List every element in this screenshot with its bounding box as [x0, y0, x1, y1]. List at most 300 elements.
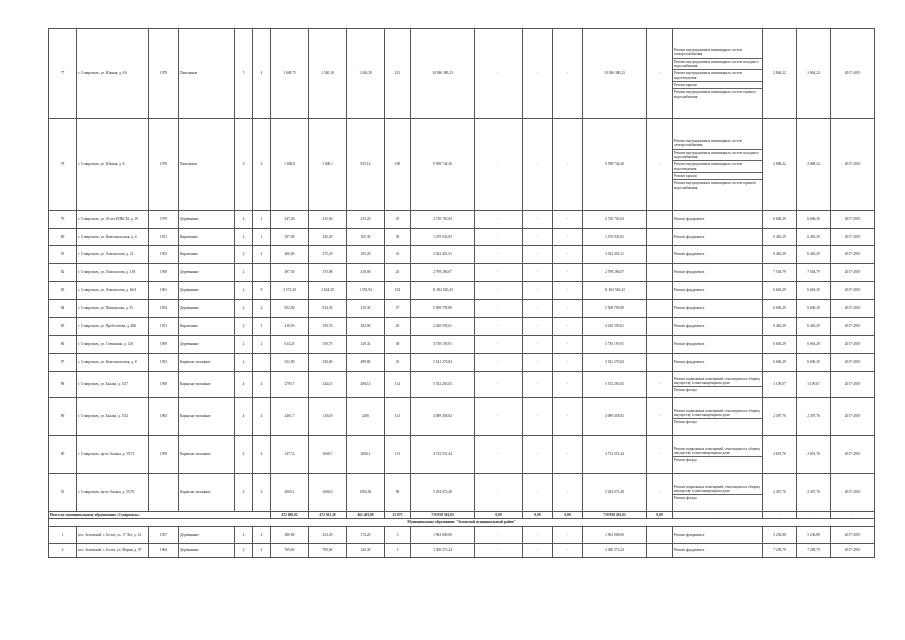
entrances: 1 — [253, 211, 271, 229]
residents: 25 — [385, 211, 411, 229]
cost-owners: 5 532 263,03 — [583, 372, 647, 398]
work-item: Ремонт фундамента — [674, 217, 705, 222]
entrances: 4 — [253, 372, 271, 398]
wall-material: Кирпичные — [179, 229, 235, 246]
entrances: 2 — [253, 336, 271, 354]
cost-other — [647, 229, 673, 246]
floors: 2 — [235, 527, 253, 544]
table-row — [49, 229, 875, 246]
cost-federal: - — [475, 527, 523, 544]
address: г. Ставрополь, ул. Комсомольская, д. 8 — [77, 354, 149, 372]
total-area: 1477,4 — [271, 436, 309, 474]
total-area: 2461,7 — [271, 398, 309, 436]
unit-cost: 6 465,29 — [763, 246, 797, 264]
wall-material: Деревянные — [179, 527, 235, 544]
works-list — [673, 246, 763, 264]
planned-term: 2017-2019 — [831, 119, 875, 211]
table-row — [49, 527, 875, 544]
year-built: 1950 — [149, 372, 179, 398]
cost-regional: - — [523, 354, 553, 372]
cost-local: - — [553, 527, 583, 544]
cost-owners: 1 470 943,93 — [583, 229, 647, 246]
work-item: Ремонт крыши — [673, 82, 762, 89]
entrances — [253, 264, 271, 282]
cost-local: - — [553, 119, 583, 211]
works-list — [673, 544, 763, 558]
cost-regional: - — [523, 119, 553, 211]
planned-term: 2017-2019 — [831, 29, 875, 119]
table-row — [49, 544, 875, 558]
living-area: 700,60 — [309, 544, 347, 558]
entrances: 4 — [253, 119, 271, 211]
cost-owners: 2 420 593,61 — [583, 318, 647, 336]
year-built: 1950 — [149, 264, 179, 282]
residential-area: 126,30 — [347, 544, 385, 558]
work-item: Ремонт фундамента — [674, 288, 705, 293]
planned-term: 2017-2019 — [831, 264, 875, 282]
total-area: 2795,7 — [271, 372, 309, 398]
cost-other: - — [647, 372, 673, 398]
total-area: 280,00 — [271, 527, 309, 544]
cost-federal: - — [475, 474, 523, 512]
max-unit-cost: 2 864,22 — [797, 29, 831, 119]
floors: 4 — [235, 398, 253, 436]
planned-term: 2017-2019 — [831, 318, 875, 336]
table-row — [49, 336, 875, 354]
table-row — [49, 354, 875, 372]
wall-material: Каркасно-засыпные — [179, 398, 235, 436]
cost-owners: 10 386 380,23 — [583, 29, 647, 119]
row-number: 82 — [49, 264, 77, 282]
residents: 25 — [385, 264, 411, 282]
section-title: Муниципальное образование "Зеленский муниципальный район" — [49, 519, 875, 527]
row-number: 91 — [49, 474, 77, 512]
cost-local: - — [553, 282, 583, 300]
row-number: 2 — [49, 544, 77, 558]
cost-local: - — [553, 318, 583, 336]
work-item: Ремонт внутридомовых инженерных систем водоотведения — [673, 161, 762, 173]
work-item: Ремонт фундамента — [674, 306, 705, 311]
year-built: 1959 — [149, 336, 179, 354]
planned-term: 2017-2019 — [831, 372, 875, 398]
address: г. Ставрополь, ул. Комсомольская, д. 4 — [77, 229, 149, 246]
wall-material: Каркасно-засыпные — [179, 436, 235, 474]
total-area: 852,90 — [271, 300, 309, 318]
residential-area: 415,20 — [347, 211, 385, 229]
living-area: 233,20 — [309, 527, 347, 544]
row-number: 80 — [49, 229, 77, 246]
total-area: 1 608,0 — [271, 119, 309, 211]
unit-cost: 6 663,29 — [763, 336, 797, 354]
year-built: 1959 — [149, 436, 179, 474]
floors: 2 — [235, 336, 253, 354]
work-item: Ремонт фасада — [674, 458, 697, 463]
total-cost: 3 022 401,31 — [411, 246, 475, 264]
unit-cost: 3 109,67 — [763, 372, 797, 398]
wall-material: Каркасно-засыпные — [179, 474, 235, 512]
cost-federal: - — [475, 264, 523, 282]
total-cost: 10 386 380,23 — [411, 29, 475, 119]
cost-other: - — [647, 474, 673, 512]
work-item: Ремонт фундамента — [674, 532, 705, 537]
cost-federal: - — [475, 354, 523, 372]
address: г. Ставрополь, ул. Стенякина, д. 120 — [77, 336, 149, 354]
address: г. Ставрополь, ул. Балака, д. 5/47 — [77, 372, 149, 398]
floors: 2 — [235, 544, 253, 558]
cost-other — [647, 282, 673, 300]
total-area: 497,50 — [271, 264, 309, 282]
max-unit-cost: 6 465,29 — [797, 318, 831, 336]
residents: 3 — [385, 544, 411, 558]
living-area: 375,20 — [309, 246, 347, 264]
cost-federal: - — [475, 211, 523, 229]
work-item: Ремонт внутридомовых инженерных систем электроснабжения — [673, 47, 762, 59]
year-built: 1953 — [149, 354, 179, 372]
residential-area: 2082,3 — [347, 372, 385, 398]
row-number: 85 — [49, 318, 77, 336]
cost-federal: - — [475, 29, 523, 119]
cost-federal: - — [475, 318, 523, 336]
floors: 2 — [235, 300, 253, 318]
year-built — [149, 474, 179, 512]
total-residents: 23 073 — [385, 512, 411, 519]
address: г. Ставрополь, пр-кт. Балака, д. 55/76 — [77, 474, 149, 512]
cost-regional: - — [523, 436, 553, 474]
floors: 2 — [235, 211, 253, 229]
max-unit-cost: 6 606,29 — [797, 300, 831, 318]
living-area: 1 540,10 — [309, 29, 347, 119]
planned-term: 2017-2019 — [831, 211, 875, 229]
year-built: 1954 — [149, 300, 179, 318]
works-list — [673, 29, 763, 119]
work-item: Ремонт подвальных помещений, относящихся к общему имуществу в многоквартирном доме — [673, 376, 762, 388]
row-number: 84 — [49, 300, 77, 318]
total-cost: 1 470 943,93 — [411, 229, 475, 246]
floors: 2 — [235, 354, 253, 372]
living-area: 2444,5 — [309, 372, 347, 398]
residents: 114 — [385, 372, 411, 398]
total-area: 1 648,75 — [271, 29, 309, 119]
row-number: 87 — [49, 354, 77, 372]
unit-cost: 6 663,29 — [763, 282, 797, 300]
work-item: Ремонт фундамента — [674, 252, 705, 257]
row-number: 86 — [49, 336, 77, 354]
unit-cost: 6 606,29 — [763, 300, 797, 318]
works-list — [673, 264, 763, 282]
entrances: 8 — [253, 282, 271, 300]
wall-material: Кирпичные — [179, 318, 235, 336]
address: г. Ставрополь, ул. Пребстелева, д. 46Б — [77, 318, 149, 336]
total-cost: 1 963 000,00 — [411, 527, 475, 544]
unit-cost: 7 209,79 — [763, 544, 797, 558]
unit-cost: 2 864,22 — [763, 29, 797, 119]
cost-other — [647, 527, 673, 544]
year-built: 1957 — [149, 527, 179, 544]
work-item: Ремонт внутридомовых инженерных систем холодного водоснабжения — [673, 150, 762, 162]
cost-local: - — [553, 229, 583, 246]
residents: 20 — [385, 318, 411, 336]
table-row — [49, 119, 875, 211]
works-list — [673, 398, 763, 436]
total-unit1: - — [763, 512, 797, 519]
cost-owners: 3 300 373,24 — [583, 544, 647, 558]
cost-regional: - — [523, 474, 553, 512]
entrances: 1 — [253, 318, 271, 336]
table-row — [49, 211, 875, 229]
table-body-zelensky — [49, 527, 875, 558]
work-item: Ремонт внутридомовых инженерных систем горячего водоснабжения — [674, 90, 757, 99]
planned-term: 2017-2019 — [831, 436, 875, 474]
total-works: - — [673, 512, 763, 519]
cost-local: - — [553, 264, 583, 282]
residential-area: 2456 — [347, 398, 385, 436]
planned-term: 2017-2019 — [831, 527, 875, 544]
total-cost: 2 730 763,04 — [411, 211, 475, 229]
table-row — [49, 300, 875, 318]
cost-federal: - — [475, 282, 523, 300]
total-unit2: - — [797, 512, 831, 519]
cost-local: - — [553, 474, 583, 512]
cost-local: - — [553, 211, 583, 229]
address: г. Ставрополь, пр-кт. Балака, д. 55/71 — [77, 436, 149, 474]
cost-local: - — [553, 436, 583, 474]
cost-other: - — [647, 398, 673, 436]
wall-material: Деревянные — [179, 211, 235, 229]
work-item: Ремонт внутридомовых инженерных систем электроснабжения — [673, 138, 762, 150]
residents: 211 — [385, 29, 411, 119]
cost-federal: - — [475, 246, 523, 264]
row-number: 81 — [49, 246, 77, 264]
year-built: 1961 — [149, 282, 179, 300]
work-item: Ремонт фасада — [674, 496, 697, 501]
planned-term: 2017-2019 — [831, 300, 875, 318]
row-number: 1 — [49, 527, 77, 544]
living-area: 550,75 — [309, 336, 347, 354]
living-area: 520,60 — [309, 354, 347, 372]
address: пос. Зеленский, с. Белое, ул. Марии, д. 97 — [77, 544, 149, 558]
total-cost2: 0,00 — [475, 512, 523, 519]
cost-regional: - — [523, 527, 553, 544]
total-area2: 472 361,38 — [309, 512, 347, 519]
entrances: 2 — [253, 527, 271, 544]
cost-local: - — [553, 544, 583, 558]
wall-material: Деревянные — [179, 300, 235, 318]
residential-area: 935,14 — [347, 119, 385, 211]
residents: 25 — [385, 354, 411, 372]
floors: 2 — [235, 264, 253, 282]
cost-other — [647, 544, 673, 558]
unit-cost: 6 465,29 — [763, 318, 797, 336]
total-area: 418,50 — [271, 318, 309, 336]
table-row — [49, 372, 875, 398]
cost-federal: - — [475, 300, 523, 318]
year-built: 1953 — [149, 246, 179, 264]
cost-other — [647, 336, 673, 354]
section-row — [49, 519, 875, 527]
residential-area: 310,30 — [347, 300, 385, 318]
wall-material: Каркасно-засыпные — [179, 354, 235, 372]
entrances: 4 — [253, 398, 271, 436]
year-built: 1979 — [149, 29, 179, 119]
cost-regional: - — [523, 300, 553, 318]
total-row — [49, 512, 875, 519]
residential-area: 302,00 — [347, 318, 385, 336]
entrances: 4 — [253, 29, 271, 119]
total-cost: 4 732 551,44 — [411, 436, 475, 474]
table-body-stavropol — [49, 29, 875, 512]
cost-owners: 1 963 000,00 — [583, 527, 647, 544]
max-unit-cost: 7 209,79 — [797, 544, 831, 558]
cost-local: - — [553, 336, 583, 354]
works-list — [673, 474, 763, 512]
document-page — [48, 28, 861, 558]
wall-material: Кирпичные — [179, 246, 235, 264]
cost-owners: 4 089 458,82 — [583, 398, 647, 436]
cost-regional: - — [523, 318, 553, 336]
work-item: Ремонт фундамента — [674, 360, 705, 365]
cost-federal: - — [475, 544, 523, 558]
max-unit-cost: 6 465,29 — [797, 229, 831, 246]
repair-program-table — [48, 28, 875, 558]
year-built: 1951 — [149, 229, 179, 246]
total-label: Итого по муниципальному образованию «Ставрополь» — [49, 512, 271, 519]
residents: 38 — [385, 336, 411, 354]
cost-owners: 3 022 401,31 — [583, 246, 647, 264]
total-area: 447,20 — [271, 211, 309, 229]
floors: 4 — [235, 474, 253, 512]
works-list — [673, 527, 763, 544]
work-item: Ремонт фундамента — [674, 234, 705, 239]
wall-material: Каркасно-засыпные — [179, 372, 235, 398]
cost-other: - — [647, 119, 673, 211]
works-list — [673, 336, 763, 354]
wall-material: Панельные — [179, 119, 235, 211]
residents: 57 — [385, 300, 411, 318]
floors: 2 — [235, 229, 253, 246]
cost-regional: - — [523, 211, 553, 229]
total-cost6: 0,00 — [647, 512, 673, 519]
living-area: 1104,9 — [309, 398, 347, 436]
cost-local: - — [553, 354, 583, 372]
cost-owners: 4 732 551,44 — [583, 436, 647, 474]
address: г. Ставрополь, ул. Южная, д. 8 — [77, 119, 149, 211]
cost-other — [647, 211, 673, 229]
max-unit-cost: 6 663,29 — [797, 282, 831, 300]
max-unit-cost: 2 497,76 — [797, 398, 831, 436]
works-list — [673, 436, 763, 474]
floors: 4 — [235, 372, 253, 398]
cost-federal: - — [475, 336, 523, 354]
cost-local: - — [553, 372, 583, 398]
cost-federal: - — [475, 398, 523, 436]
table-row — [49, 246, 875, 264]
cost-regional: - — [523, 372, 553, 398]
cost-other — [647, 264, 673, 282]
living-area: 814,50 — [309, 300, 347, 318]
cost-regional: - — [523, 229, 553, 246]
planned-term: 2017-2019 — [831, 474, 875, 512]
address: г. Ставрополь, ул. 50 лет ВЛКСМ, д. 19 — [77, 211, 149, 229]
max-unit-cost: 6 663,29 — [797, 336, 831, 354]
living-area: 375,08 — [309, 264, 347, 282]
year-built: 1964 — [149, 544, 179, 558]
total-cost: 9 598 744,30 — [411, 119, 475, 211]
total-term: - — [831, 512, 875, 519]
max-unit-cost: 6 606,29 — [797, 354, 831, 372]
total-cost: 3 300 373,24 — [411, 544, 475, 558]
work-item: Ремонт подвальных помещений, относящихся к общему имуществу в многоквартирном доме — [673, 484, 762, 496]
total-area: 532,90 — [271, 354, 309, 372]
wall-material: Панельные — [179, 29, 235, 119]
total-area: 297,80 — [271, 229, 309, 246]
planned-term: 2017-2019 — [831, 336, 875, 354]
year-built: 1951 — [149, 318, 179, 336]
works-list — [673, 318, 763, 336]
total-cost3: 0,00 — [523, 512, 553, 519]
residential-area: 418,00 — [347, 264, 385, 282]
living-area: 1 608,1 — [309, 119, 347, 211]
max-unit-cost: 2 691,76 — [797, 436, 831, 474]
work-item: Ремонт внутридомовых инженерных систем водоотведения — [673, 70, 762, 82]
residents: 30 — [385, 229, 411, 246]
entrances: 2 — [253, 300, 271, 318]
residents: 3 — [385, 527, 411, 544]
planned-term: 2017-2019 — [831, 354, 875, 372]
table-row — [49, 474, 875, 512]
work-item: Ремонт фасада — [674, 420, 697, 425]
cost-other: - — [647, 436, 673, 474]
total-cost: 5 508 795,89 — [411, 300, 475, 318]
address: г. Ставрополь, ул. Балака, д. 5/42 — [77, 398, 149, 436]
residents: 131 — [385, 436, 411, 474]
floors: 2 — [235, 246, 253, 264]
living-area: 359,70 — [309, 318, 347, 336]
cost-owners: 5 294 073,49 — [583, 474, 647, 512]
address: г. Ставрополь, ул. Ломоносова, д. 66/4 — [77, 282, 149, 300]
wall-material: Деревянные — [179, 264, 235, 282]
planned-term: 2017-2019 — [831, 544, 875, 558]
work-item: Ремонт подвальных помещений, относящихся к общему имуществу в многоквартирном доме — [673, 408, 762, 420]
total-area1: 472 600,02 — [271, 512, 309, 519]
living-area: 245,20 — [309, 229, 347, 246]
planned-term: 2017-2019 — [831, 282, 875, 300]
unit-cost: 5 236,88 — [763, 527, 797, 544]
unit-cost: 2 497,76 — [763, 398, 797, 436]
table-row — [49, 264, 875, 282]
residential-area: 1094,56 — [347, 474, 385, 512]
cost-owners: 9 598 744,30 — [583, 119, 647, 211]
total-cost: 3 730 195,91 — [411, 336, 475, 354]
floors: 5 — [235, 119, 253, 211]
cost-federal: - — [475, 372, 523, 398]
cost-owners: 3 730 195,91 — [583, 336, 647, 354]
planned-term: 2017-2019 — [831, 246, 875, 264]
cost-regional: - — [523, 282, 553, 300]
table-row — [49, 436, 875, 474]
total-area: 769,60 — [271, 544, 309, 558]
address: пос. Зеленский, с. Белое, ул. 17 Лет, д. 14 — [77, 527, 149, 544]
cost-local: - — [553, 29, 583, 119]
entrances: 2 — [253, 544, 271, 558]
work-item: Ремонт крыши — [673, 173, 762, 180]
total-cost: 3 541 270,84 — [411, 354, 475, 372]
total-area: 460,60 — [271, 246, 309, 264]
total-area: 2000,1 — [271, 474, 309, 512]
row-number: 89 — [49, 398, 77, 436]
work-item: Ремонт внутридомовых инженерных систем холодного водоснабжения — [673, 59, 762, 71]
cost-other: - — [647, 29, 673, 119]
row-number: 78 — [49, 119, 77, 211]
